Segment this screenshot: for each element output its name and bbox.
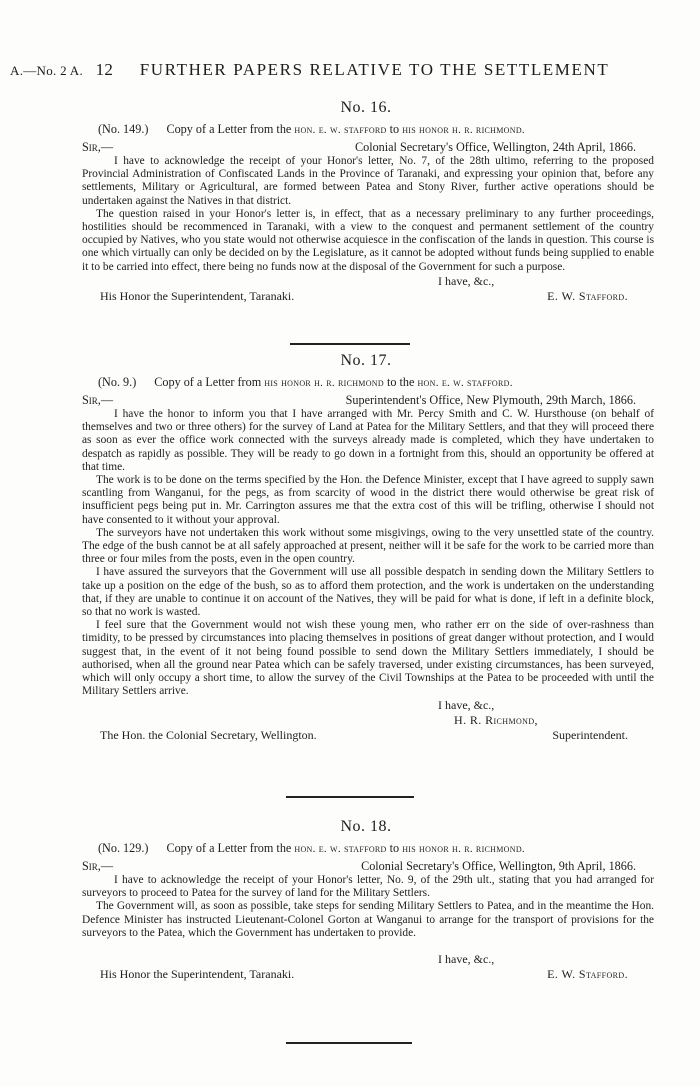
paragraph: I feel sure that the Government would not wish these young men, who rather err on the side of over-rashness than timidity, to be pressed by circumstances into placing themselves in positions of great danger without protection, and I would suggest that, in the event of it not being found possible to send down the Military Settlers immediately, I should be authorised, when all the ground near Patea which can be safely traversed, under existing circumstances, has been surveyed, which will only occupy a short time, to allow the survey of the Civil Townships at the Patea to be proceeded with until the Military Settlers arrive.: [82, 619, 654, 698]
letter-number: No. 16.: [340, 99, 392, 116]
section-divider: [290, 343, 410, 345]
signature-block: [82, 698, 654, 743]
paragraph: I have assured the surveyors that the Government will use all possible despatch in sending down the Military Settlers to take up a position on the edge of the bush, so as to afford them protection, and the work is undertaken on the understanding that, if they are unable to continue it on account of the Natives, they will be paid for what is done, if left in a definite block, so that no work is wasted.: [82, 566, 654, 619]
copy-line: [98, 122, 628, 137]
letter-body: [82, 874, 654, 940]
running-head: [10, 60, 690, 80]
letter-to: his honor h. r. richmond.: [402, 843, 525, 855]
letter-to-word: to: [389, 122, 400, 136]
letter-body: [82, 155, 654, 274]
salutation: Sir,—: [82, 393, 114, 407]
signature-title: Superintendent.: [552, 728, 628, 743]
letter-no-18: [82, 818, 654, 982]
letter-to-word: to: [389, 841, 400, 855]
letter-ref: (No. 9.): [98, 375, 137, 389]
place-date: Superintendent's Office, New Plymouth, 29th March, 1866.: [345, 393, 636, 407]
letter-to: hon. e. w. stafford.: [417, 377, 513, 389]
page-number: 12: [95, 60, 114, 79]
place-date: Colonial Secretary's Office, Wellington, 24th April, 1866.: [354, 140, 636, 154]
addressee: The Hon. the Colonial Secretary, Wellington.: [100, 728, 317, 743]
closing: I have, &c.,: [438, 273, 495, 288]
closing: I have, &c.,: [438, 952, 495, 967]
letter-no-17: [82, 352, 654, 743]
signature-block: [82, 274, 654, 304]
letter-from: hon. e. w. stafford: [294, 843, 387, 855]
paragraph: The work is to be done on the terms specified by the Hon. the Defence Minister, except that I have agreed to supply sawn scantling from Wanganui, for the pegs, as from scarcity of wood in the district there would otherwise be great risk of insufficient pegs being put in. Mr. Carrington assures me that the extra cost of this will be trifling, otherwise I should not have consented to it without your approval.: [82, 474, 654, 526]
letter-to-word: to the: [387, 375, 415, 389]
paragraph: The Government will, as soon as possible, take steps for sending Military Settlers to Patea, and in the meantime the Hon. Defence Minister has instructed Lieutenant-Colonel Gorton at Wanganui to arrange for the transport of provisions for the surveyors to the Patea, which the Government has undertaken to provide.: [82, 900, 654, 939]
salutation-line: [82, 393, 636, 408]
copy-intro: Copy of a Letter from: [154, 375, 262, 389]
section-divider: [286, 796, 414, 798]
signature-block: [82, 952, 654, 982]
salutation-line: [82, 859, 636, 874]
signature: E. W. Stafford.: [547, 288, 628, 303]
closing: I have, &c.,: [438, 698, 495, 713]
letter-no-16: [82, 99, 654, 304]
letter-body: [82, 408, 654, 698]
letter-from: hon. e. w. stafford: [294, 124, 387, 136]
salutation-line: [82, 140, 636, 155]
paragraph: I have to acknowledge the receipt of your Honor's letter, No. 9, of the 29th ult., stating that you had arranged for surveyors to proceed to Patea for the survey of land for the Military Settlers.: [82, 874, 654, 900]
paragraph: I have the honor to inform you that I have arranged with Mr. Percy Smith and C. W. Hursthouse (on behalf of themselves and two or three others) for the survey of Land at Patea for the Military Settlers, and that they will proceed there as soon as ever the office work connected with the surveys already made is completed, which they have undertaken to despatch as rapidly as possible. They will be ready to go down in a fortnight from this, should an opportunity be offered at that time.: [82, 408, 654, 473]
paragraph: The surveyors have not undertaken this work without some misgivings, owing to the very unsettled state of the country. The edge of the bush cannot be at all safely approached at present, neither will it be safe for the work to be carried more than three or four miles from the posts, even in the open country.: [82, 526, 654, 566]
signature: E. W. Stafford.: [547, 967, 628, 982]
salutation: Sir,—: [82, 140, 114, 154]
end-divider: [286, 1042, 412, 1044]
paragraph: The question raised in your Honor's letter is, in effect, that as a necessary preliminary to any further proceedings, hostilities should be recommenced in Taranaki, with a view to the conquest and permanent settlement of the country occupied by Natives, who you state would not otherwise acquiesce in the confiscation of the lands in question. This course is one which virtually can only be decided on by the Legislature, as it cannot be adopted without funds being supplied to enable it to be carried into effect, there being no funds now at the disposal of the Government for such a purpose.: [82, 207, 654, 273]
copy-line: [98, 375, 628, 390]
copy-line: [98, 841, 628, 856]
parliamentary-paper-ref: A.—No. 2 A.: [10, 63, 83, 78]
letter-number: No. 17.: [340, 352, 392, 369]
copy-intro: Copy of a Letter from the: [166, 122, 292, 136]
signature: H. R. Richmond,: [454, 713, 538, 728]
addressee: His Honor the Superintendent, Taranaki.: [100, 967, 295, 982]
letter-ref: (No. 129.): [98, 841, 149, 855]
addressee: His Honor the Superintendent, Taranaki.: [100, 288, 295, 303]
paragraph: I have to acknowledge the receipt of your Honor's letter, No. 7, of the 28th ultimo, referring to the proposed Provincial Administration of Confiscated Lands in the Province of Taranaki, and expressing your opinion that, before any settlements, Military or Agricultural, are formed between Patea and Stony River, further active operations should be undertaken against the Natives in that district.: [82, 155, 654, 207]
letter-to: his honor h. r. richmond.: [402, 124, 525, 136]
letter-ref: (No. 149.): [98, 122, 149, 136]
letter-number: No. 18.: [340, 818, 392, 835]
place-date: Colonial Secretary's Office, Wellington, 9th April, 1866.: [361, 859, 636, 873]
running-title: FURTHER PAPERS RELATIVE TO THE SETTLEMENT: [139, 60, 610, 79]
letter-from: his honor h. r. richmond: [264, 377, 384, 389]
copy-intro: Copy of a Letter from the: [166, 841, 292, 855]
salutation: Sir,—: [82, 859, 114, 873]
